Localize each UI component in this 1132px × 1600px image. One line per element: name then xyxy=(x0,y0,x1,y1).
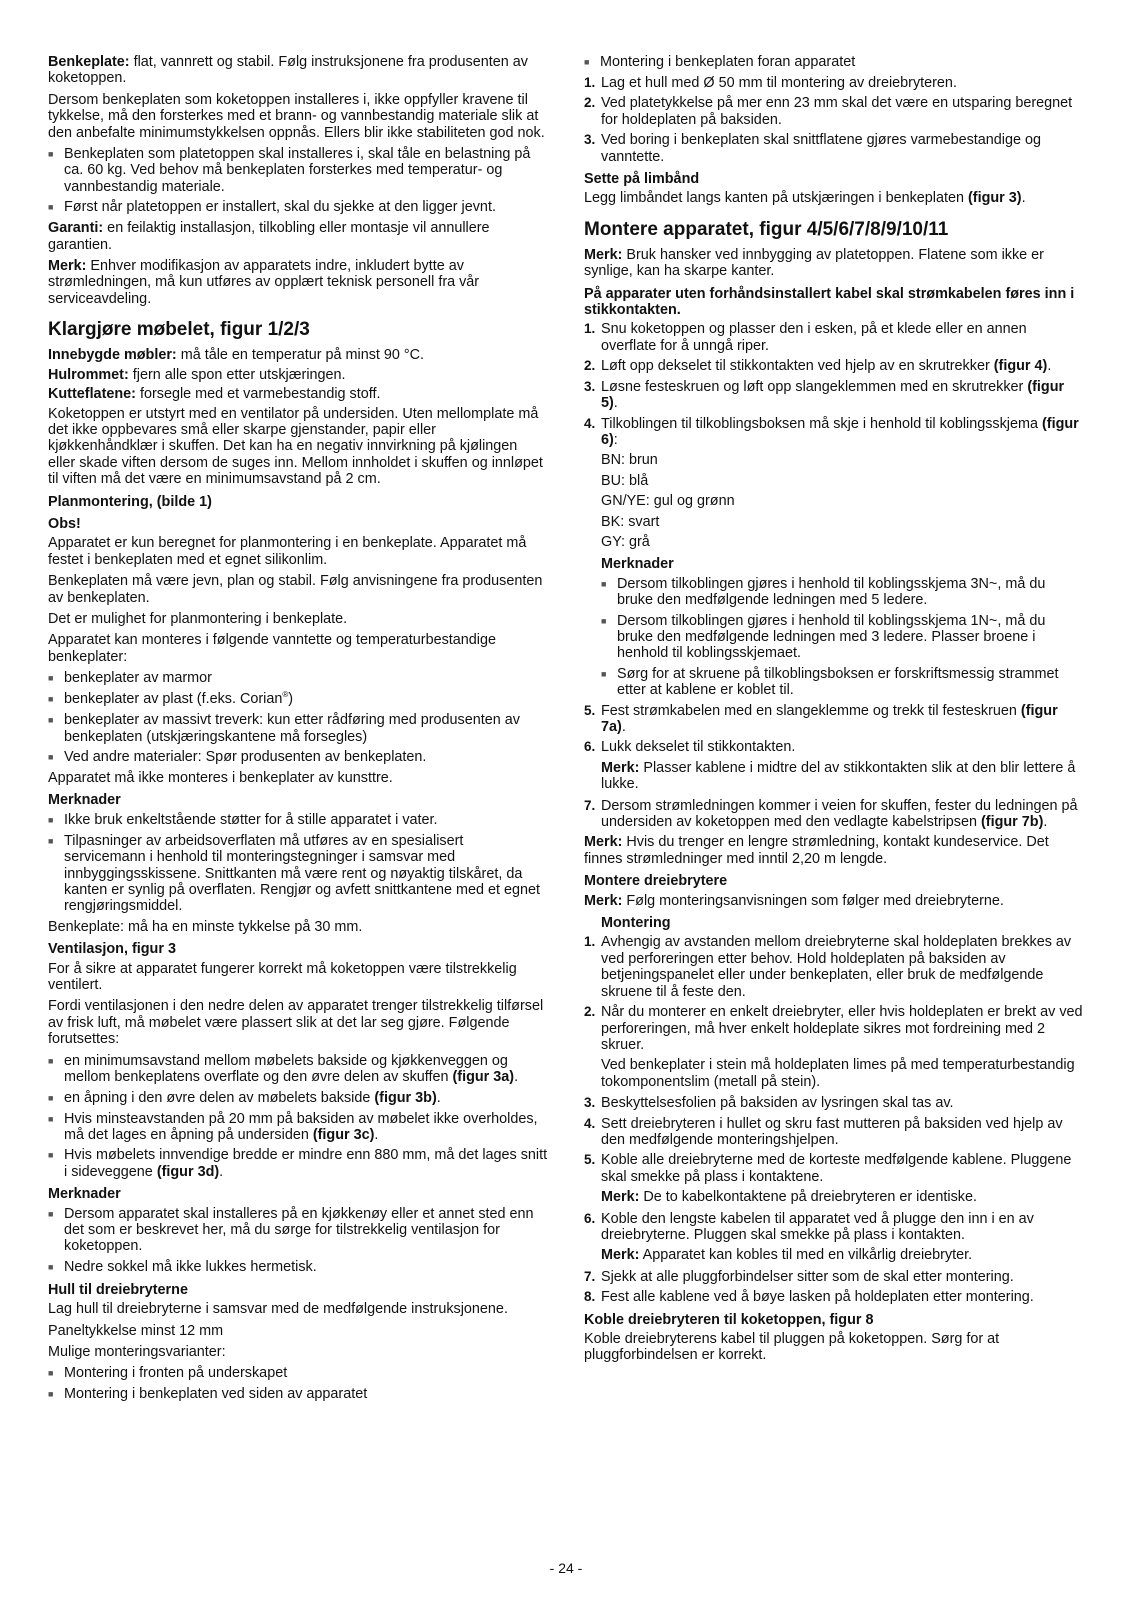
numbered-step: 1. Lag et hull med Ø 50 mm til montering av dreiebryteren. xyxy=(584,75,957,91)
paragraph-lag-hull: Lag hull til dreiebryterne i samsvar med de medfølgende instruksjonene. xyxy=(48,1301,508,1318)
list-item: ■ Hvis minsteavstanden på 20 mm på baksiden av møbelet ikke overholdes, må det lages en åpning på undersiden (figur 3c). xyxy=(48,1110,538,1143)
heading-merknader: Merknader xyxy=(48,792,121,809)
paragraph-benkeplate: Benkeplate: flat, vannrett og stabil. Følg instruksjonene fra produsenten av koketoppen. xyxy=(48,54,528,87)
bullet-square-icon: ■ xyxy=(48,673,54,684)
numbered-step: 7. Sjekk at alle pluggforbindelser sitter som de skal etter montering. xyxy=(584,1268,1014,1285)
wire-color-item: BN: brun xyxy=(601,452,658,469)
numbered-step: 2. Ved platetykkelse på mer enn 23 mm skal det være en utsparing beregnet for holdeplaten på baksiden. xyxy=(584,95,1073,128)
paragraph-koble: Koble dreiebryterens kabel til pluggen på koketoppen. Sørg for at pluggforbindelsen er korrekt. xyxy=(584,1331,1000,1364)
paragraph-dersom: Dersom benkeplaten som koketoppen installeres i, ikke oppfyller kravene til tykkelse, må den forsterkes med et brann- og vannbestandig materiale slik at den anbefalte minimumstykkelsen oppnås. Ellers blir ikke stabiliteten god nok. xyxy=(48,91,545,141)
list-item: ■ Sørg for at skruene på tilkoblingsboksen er forskriftsmessig strammet etter at kablene er koblet til. xyxy=(601,665,1059,699)
paragraph-innebygde: Innebygde møbler: må tåle en temperatur på minst 90 °C. xyxy=(48,347,425,364)
paragraph-paneltykkelse: Paneltykkelse minst 12 mm xyxy=(48,1322,224,1339)
bullet-square-icon: ■ xyxy=(48,1261,54,1272)
bullet-square-icon: ■ xyxy=(48,835,54,846)
page-number: - 24 - xyxy=(549,1560,583,1576)
list-item: ■ Benkeplaten som platetoppen skal installeres i, skal tåle en belastning på ca. 60 kg. Ved behov må benkeplaten forsterkes med temperatur- og vannbestandig materiale. xyxy=(48,146,531,195)
numbered-step: 3. Ved boring i benkeplaten skal snittflatene gjøres varmebestandige og vanntette. xyxy=(584,132,1041,165)
paragraph-for-sikre: For å sikre at apparatet fungerer korrekt må koketoppen være tilstrekkelig ventilert. xyxy=(48,960,517,994)
numbered-step: 3. Løsne festeskruen og løft opp slangeklemmen med en skrutrekker (figur 5). xyxy=(584,378,1065,412)
list-item: ■ Montering i fronten på underskapet xyxy=(48,1365,288,1382)
bullet-square-icon: ■ xyxy=(48,814,54,825)
paragraph-merk-identiske: Merk: De to kabelkontaktene på dreiebryteren er identiske. xyxy=(601,1189,977,1206)
bullet-square-icon: ■ xyxy=(48,694,54,705)
right-column xyxy=(584,54,1084,1369)
paragraph-merk-hansker: Merk: Bruk hansker ved innbygging av platetoppen. Flatene som ikke er synlige, kan ha skarpe kanter. xyxy=(584,246,1044,280)
bullet-square-icon: ■ xyxy=(48,1368,54,1379)
list-item: ■ benkeplater av marmor xyxy=(48,670,212,687)
paragraph-merk-anvisning: Merk: Følg monteringsanvisningen som følger med dreiebryterne. xyxy=(584,892,1004,909)
paragraph-merk-lengre: Merk: Hvis du trenger en lengre strømledning, kontakt kundeservice. Det finnes strømledninger med inntil 2,20 m lengde. xyxy=(584,834,1049,867)
bullet-square-icon: ■ xyxy=(48,1113,54,1124)
paragraph-koketoppen: Koketoppen er utstyrt med en ventilator på undersiden. Uten mellomplate må det ikke oppbevares små eller skarpe gjenstander, papir eller kjøkkenhåndklær i skuffen. Det kan ha en negativ innvirkning på kjølingen eller skade viften dersom de suges inn. Mellom innholdet i skuffen og innløpet til viften må det være en minimumsavstand på 2 cm. xyxy=(48,405,543,488)
list-item: ■ benkeplater av plast (f.eks. Corian®) xyxy=(48,690,294,708)
bullet-square-icon: ■ xyxy=(48,1055,54,1066)
wire-color-item: GY: grå xyxy=(601,533,650,550)
paragraph-mulighet: Det er mulighet for planmontering i benkeplate. xyxy=(48,610,348,627)
paragraph-merk: Merk: Enhver modifikasjon av apparatets indre, inkludert bytte av strømledningen, må kun utføres av opplært teknisk personell fra vår serviceavdeling. xyxy=(48,258,480,307)
heading-planmontering: Planmontering, (bilde 1) xyxy=(48,493,212,510)
bullet-square-icon: ■ xyxy=(584,57,590,67)
list-item: ■ Montering i benkeplaten foran apparatet xyxy=(584,54,856,70)
merknader-block xyxy=(601,556,1084,698)
bullet-square-icon: ■ xyxy=(48,1208,54,1219)
list-item: ■ Montering i benkeplaten ved siden av apparatet xyxy=(48,1386,368,1403)
heading-merknader: Merknader xyxy=(48,1186,121,1203)
bullet-square-icon: ■ xyxy=(601,668,607,679)
heading-klargjore: Klargjøre møbelet, figur 1/2/3 xyxy=(48,319,310,341)
heading-koble: Koble dreiebryteren til koketoppen, figur 8 xyxy=(584,1311,874,1328)
heading-montering: Montering xyxy=(601,915,671,932)
heading-dreiebrytere: Montere dreiebrytere xyxy=(584,873,728,890)
list-item: ■ en minimumsavstand mellom møbelets bakside og kjøkkenveggen og mellom benkeplatens overflate og den øvre delen av skuffen (figur 3a). xyxy=(48,1052,519,1086)
numbered-step: 2. Løft opp dekselet til stikkontakten ved hjelp av en skrutrekker (figur 4). xyxy=(584,358,1052,375)
numbered-step: 4. Tilkoblingen til tilkoblingsboksen må skje i henhold til koblingsskjema (figur 6): xyxy=(584,415,1079,448)
heading-hull: Hull til dreiebryterne xyxy=(48,1281,188,1298)
paragraph-benkeplaten-jevn: Benkeplaten må være jevn, plan og stabil. Følg anvisningene fra produsenten av benkeplaten. xyxy=(48,573,543,606)
numbered-step: 6. Koble den lengste kabelen til apparatet ved å plugge den inn i en av dreiebryterne. Pluggen skal smekke på plass i kontakten. xyxy=(584,1210,1034,1243)
paragraph-apparatet-kun: Apparatet er kun beregnet for planmontering i en benkeplate. Apparatet må festet i benkeplaten med et egnet silikonlim. xyxy=(48,535,527,568)
left-column xyxy=(48,54,548,1407)
heading-montere-apparatet: Montere apparatet, figur 4/5/6/7/8/9/10/11 xyxy=(584,218,949,240)
bullet-square-icon: ■ xyxy=(48,202,54,213)
wire-color-item: BU: blå xyxy=(601,472,649,489)
heading-ventilasjon: Ventilasjon, figur 3 xyxy=(48,941,176,958)
paragraph-merk-vilkarlig: Merk: Apparatet kan kobles til med en vilkårlig dreiebryter. xyxy=(601,1247,973,1264)
numbered-step: 1. Avhengig av avstanden mellom dreiebryterne skal holdeplaten brekkes av ved perforeringen etter behov. Hold holdeplaten på baksiden av betjeningspanelet eller under benkeplaten, eller bruk de medfølgende skruene til å feste den. xyxy=(584,934,1072,1000)
numbered-step: 7. Dersom strømledningen kommer i veien for skuffen, fester du ledningen på undersiden av koketoppen med den vedlagte kabelstripsen (figur 7b). xyxy=(584,797,1078,831)
numbered-step: 1. Snu koketoppen og plasser den i esken, på et klede eller en annen overflate for å unngå riper. xyxy=(584,321,1027,354)
wire-color-item: BK: svart xyxy=(601,513,660,530)
paragraph-mulige: Mulige monteringsvarianter: xyxy=(48,1343,226,1360)
list-item: ■ Dersom tilkoblingen gjøres i henhold til koblingsskjema 1N~, må du bruke den medfølgende ledningen med 3 ledere. Plasser broene i henhold til koblingsskjemaet. xyxy=(601,612,1046,662)
list-item: ■ Ved andre materialer: Spør produsenten av benkeplaten. xyxy=(48,749,427,765)
list-item: ■ Dersom apparatet skal installeres på en kjøkkenøy eller et annet sted enn det som er beskrevet her, må du sørge for tilstrekkelig ventilasjon for koketoppen. xyxy=(48,1205,534,1255)
paragraph-kunsttre: Apparatet må ikke monteres i benkeplater av kunsttre. xyxy=(48,770,393,786)
list-item: ■ Hvis møbelets innvendige bredde er mindre enn 880 mm, må det lages snitt i sideveggene (figur 3d). xyxy=(48,1147,548,1180)
paragraph-limband: Legg limbåndet langs kanten på utskjæringen i benkeplaten (figur 3). xyxy=(584,190,1026,207)
numbered-step: 2. Når du monterer en enkelt dreiebryter, eller hvis holdeplaten er brekt av ved perforeringen, må hver enkelt holdeplate sikres mot fordreining med 2 skruer. xyxy=(584,1004,1083,1053)
paragraph-fordi: Fordi ventilasjonen i den nedre delen av apparatet trenger tilstrekkelig tilførsel av frisk luft, må møbelet være plassert slik at det lar seg gjøre. Følgende forutsettes: xyxy=(48,998,544,1048)
list-item: ■ benkeplater av massivt treverk: kun etter rådføring med produsenten av benkeplaten (utskjæringskantene må forsegles) xyxy=(48,712,520,745)
paragraph-merk-kablene: Merk: Plasser kablene i midtre del av stikkontakten slik at den blir lettere å lukke. xyxy=(601,759,1076,793)
numbered-step: 5. Fest strømkabelen med en slangeklemme og trekk til festeskruen (figur 7a). xyxy=(584,702,1058,735)
paragraph-kan-monteres: Apparatet kan monteres i følgende vanntette og temperaturbestandige benkeplater: xyxy=(48,632,496,665)
list-item: ■ en åpning i den øvre delen av møbelets bakside (figur 3b). xyxy=(48,1089,441,1106)
numbered-step: 6. Lukk dekselet til stikkontakten. xyxy=(584,739,796,756)
paragraph-kutteflatene: Kutteflatene: forsegle med et varmebestandig stoff. xyxy=(48,386,381,403)
list-item: ■ Først når platetoppen er installert, skal du sjekke at den ligger jevnt. xyxy=(48,199,496,216)
list-item: ■ Tilpasninger av arbeidsoverflaten må utføres av en spesialisert servicemann i henhold til monteringstegninger i samsvar med innbyggingsskissene. Snittkanten må være rent og nøyaktig tilskåret, da kanten er synlig på overflaten. Rengjør og avfett snittkantene med et egnet rengjøringsmiddel. xyxy=(48,832,540,915)
paragraph-hulrommet: Hulrommet: fjern alle spon etter utskjæringen. xyxy=(48,366,346,383)
bullet-square-icon: ■ xyxy=(48,1389,54,1400)
numbered-step: 3. Beskyttelsesfolien på baksiden av lysringen skal tas av. xyxy=(584,1095,954,1112)
heading-obs: Obs! xyxy=(48,515,81,532)
heading-pa-apparater: På apparater uten forhåndsinstallert kabel skal strømkabelen føres inn i stikkontakten. xyxy=(584,285,1075,319)
bullet-square-icon: ■ xyxy=(48,715,54,726)
bullet-square-icon: ■ xyxy=(48,1150,54,1161)
numbered-step: 4. Sett dreiebryteren i hullet og skru fast mutteren på baksiden ved hjelp av den medfølgende monteringshjelpen. xyxy=(584,1115,1063,1148)
bullet-square-icon: ■ xyxy=(48,1092,54,1103)
bullet-square-icon: ■ xyxy=(601,578,607,589)
paragraph-garanti: Garanti: en feilaktig installasjon, tilkobling eller montasje vil annullere garantien. xyxy=(48,220,490,253)
paragraph-stein-note: Ved benkeplater i stein må holdeplaten limes på med temperaturbestandig tokomponentslim (metall på stein). xyxy=(601,1057,1075,1090)
heading-merknader: Merknader xyxy=(601,556,674,573)
paragraph-tykkelse: Benkeplate: må ha en minste tykkelse på 30 mm. xyxy=(48,918,363,935)
list-item: ■ Nedre sokkel må ikke lukkes hermetisk. xyxy=(48,1258,317,1275)
bullet-square-icon: ■ xyxy=(601,615,607,626)
list-item: ■ Ikke bruk enkeltstående støtter for å stille apparatet i vater. xyxy=(48,811,438,828)
list-item: ■ Dersom tilkoblingen gjøres i henhold til koblingsskjema 3N~, må du bruke den medfølgende ledningen med 5 ledere. xyxy=(601,575,1046,609)
heading-limband: Sette på limbånd xyxy=(584,171,700,188)
wire-color-item: GN/YE: gul og grønn xyxy=(601,493,735,510)
bullet-square-icon: ■ xyxy=(48,752,54,762)
numbered-step: 8. Fest alle kablene ved å bøye lasken på holdeplaten etter montering. xyxy=(584,1289,1034,1306)
bullet-square-icon: ■ xyxy=(48,149,54,160)
numbered-step: 5. Koble alle dreiebryterne med de korteste medfølgende kablene. Pluggene skal smekke på plass i kontaktene. xyxy=(584,1152,1072,1185)
